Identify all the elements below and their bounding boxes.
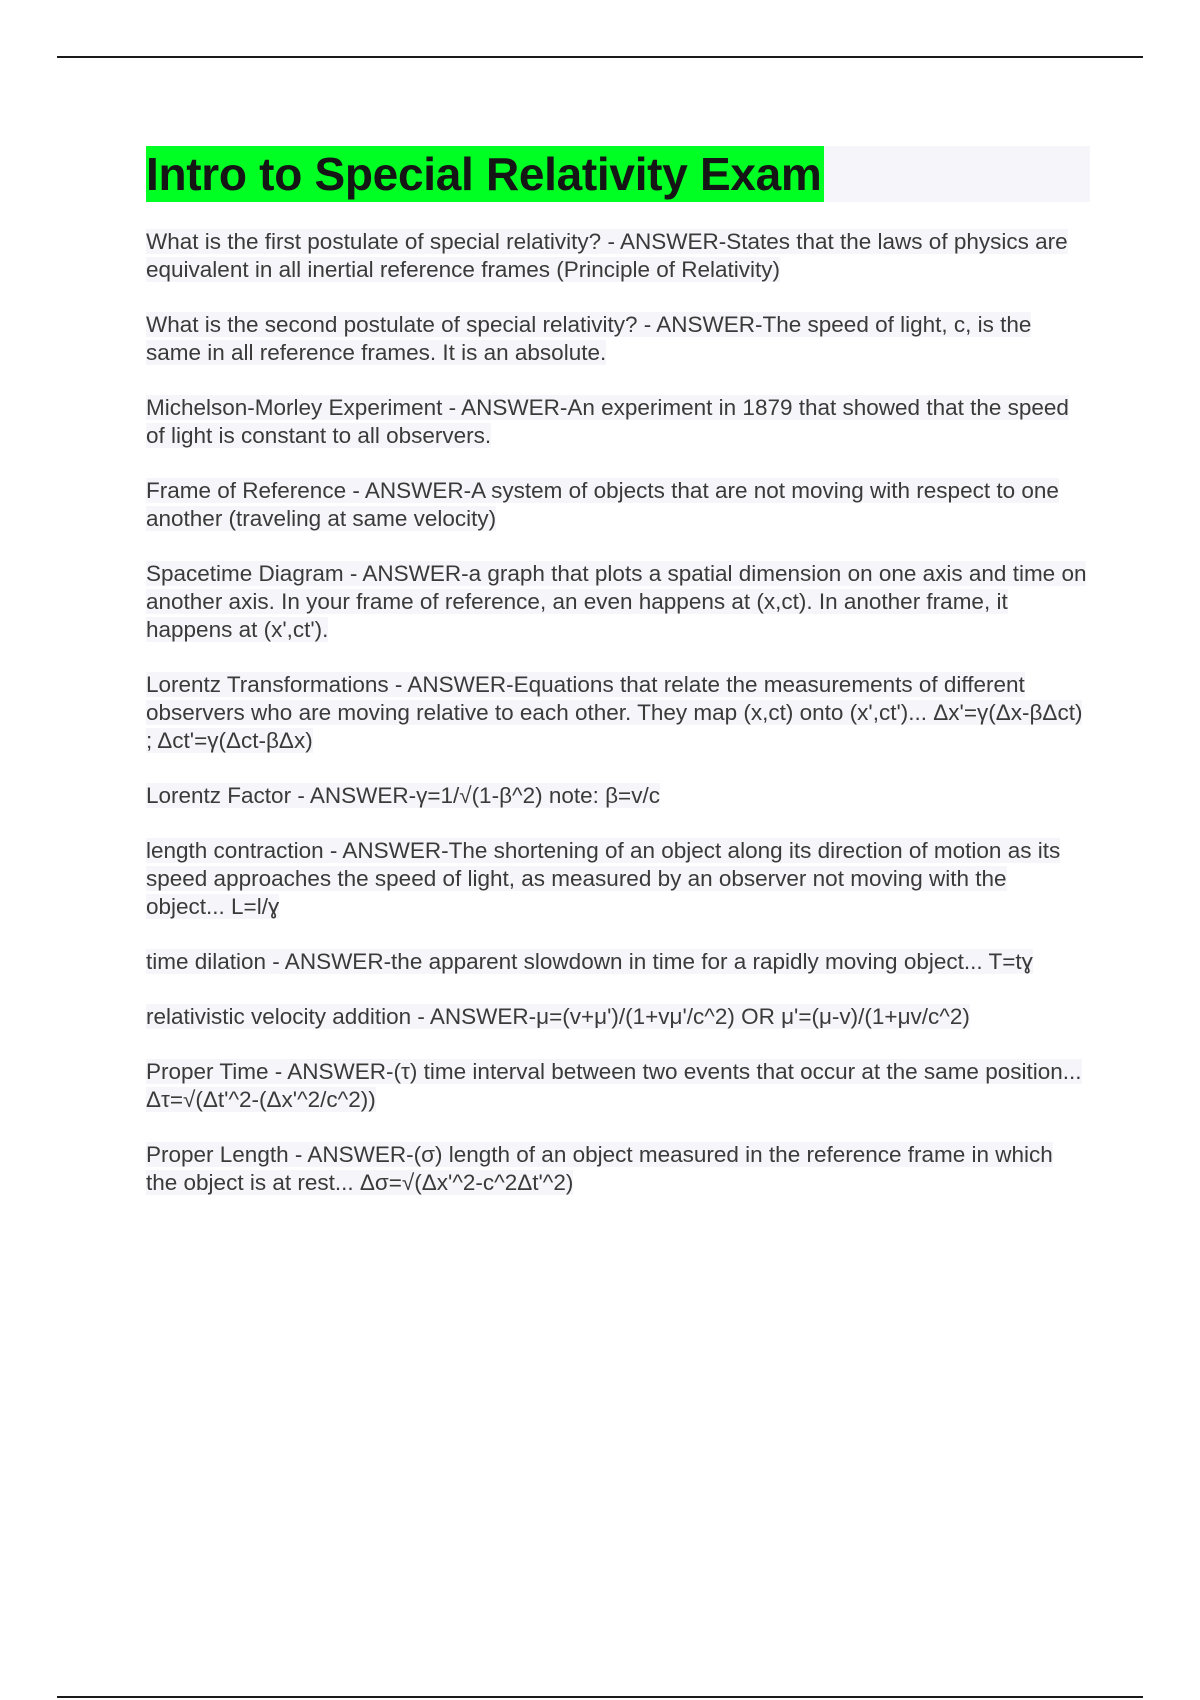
qa-item-lorentz-transformations bbox=[146, 671, 1090, 755]
qa-item-velocity-addition bbox=[146, 1003, 1090, 1031]
qa-text: time dilation - ANSWER-the apparent slowdown in time for a rapidly moving object... T=tɣ bbox=[146, 949, 1033, 974]
qa-text: Frame of Reference - ANSWER-A system of objects that are not moving with respect to one another (traveling at same velocity) bbox=[146, 478, 1059, 531]
qa-text: Spacetime Diagram - ANSWER-a graph that plots a spatial dimension on one axis and time on another axis. In your frame of reference, an even happens at (x,ct). In another frame, it happens at (x',ct'). bbox=[146, 561, 1087, 642]
qa-item-proper-time bbox=[146, 1058, 1090, 1114]
qa-text: Proper Length - ANSWER-(σ) length of an object measured in the reference frame in which the object is at rest... Δσ=√(Δx'^2-c^2Δt'^2) bbox=[146, 1142, 1053, 1195]
qa-text: What is the second postulate of special relativity? - ANSWER-The speed of light, c, is the same in all reference frames. It is an absolute. bbox=[146, 312, 1032, 365]
qa-item-time-dilation bbox=[146, 948, 1090, 976]
qa-text: What is the first postulate of special relativity? - ANSWER-States that the laws of physics are equivalent in all inertial reference frames (Principle of Relativity) bbox=[146, 229, 1068, 282]
document-body bbox=[146, 146, 1090, 1224]
qa-text: Lorentz Factor - ANSWER-γ=1/√(1-β^2) note: β=v/c bbox=[146, 783, 660, 808]
title-band bbox=[146, 146, 1090, 202]
qa-text: relativistic velocity addition - ANSWER-μ=(v+μ')/(1+vμ'/c^2) OR μ'=(μ-v)/(1+μv/c^2) bbox=[146, 1004, 970, 1029]
qa-item-michelson-morley bbox=[146, 394, 1090, 450]
qa-text: length contraction - ANSWER-The shortening of an object along its direction of motion as its speed approaches the speed of light, as measured by an observer not moving with the object... L=l/ɣ bbox=[146, 838, 1061, 919]
top-rule bbox=[57, 56, 1143, 58]
qa-text: Michelson-Morley Experiment - ANSWER-An experiment in 1879 that showed that the speed of light is constant to all observers. bbox=[146, 395, 1069, 448]
qa-item-first-postulate bbox=[146, 228, 1090, 284]
bottom-rule bbox=[57, 1696, 1143, 1698]
qa-text: Proper Time - ANSWER-(τ) time interval between two events that occur at the same position... Δτ=√(Δt'^2-(Δx'^2/c^2)) bbox=[146, 1059, 1082, 1112]
qa-text: Lorentz Transformations - ANSWER-Equations that relate the measurements of different observers who are moving relative to each other. They map (x,ct) onto (x',ct')... Δx'=γ(Δx-βΔct) ; Δct'=γ(Δct-βΔx) bbox=[146, 672, 1083, 753]
qa-item-frame-of-reference bbox=[146, 477, 1090, 533]
qa-item-second-postulate bbox=[146, 311, 1090, 367]
qa-item-spacetime-diagram bbox=[146, 560, 1090, 644]
document-title: Intro to Special Relativity Exam bbox=[146, 148, 822, 200]
qa-item-lorentz-factor bbox=[146, 782, 1090, 810]
qa-item-length-contraction bbox=[146, 837, 1090, 921]
qa-item-proper-length bbox=[146, 1141, 1090, 1197]
